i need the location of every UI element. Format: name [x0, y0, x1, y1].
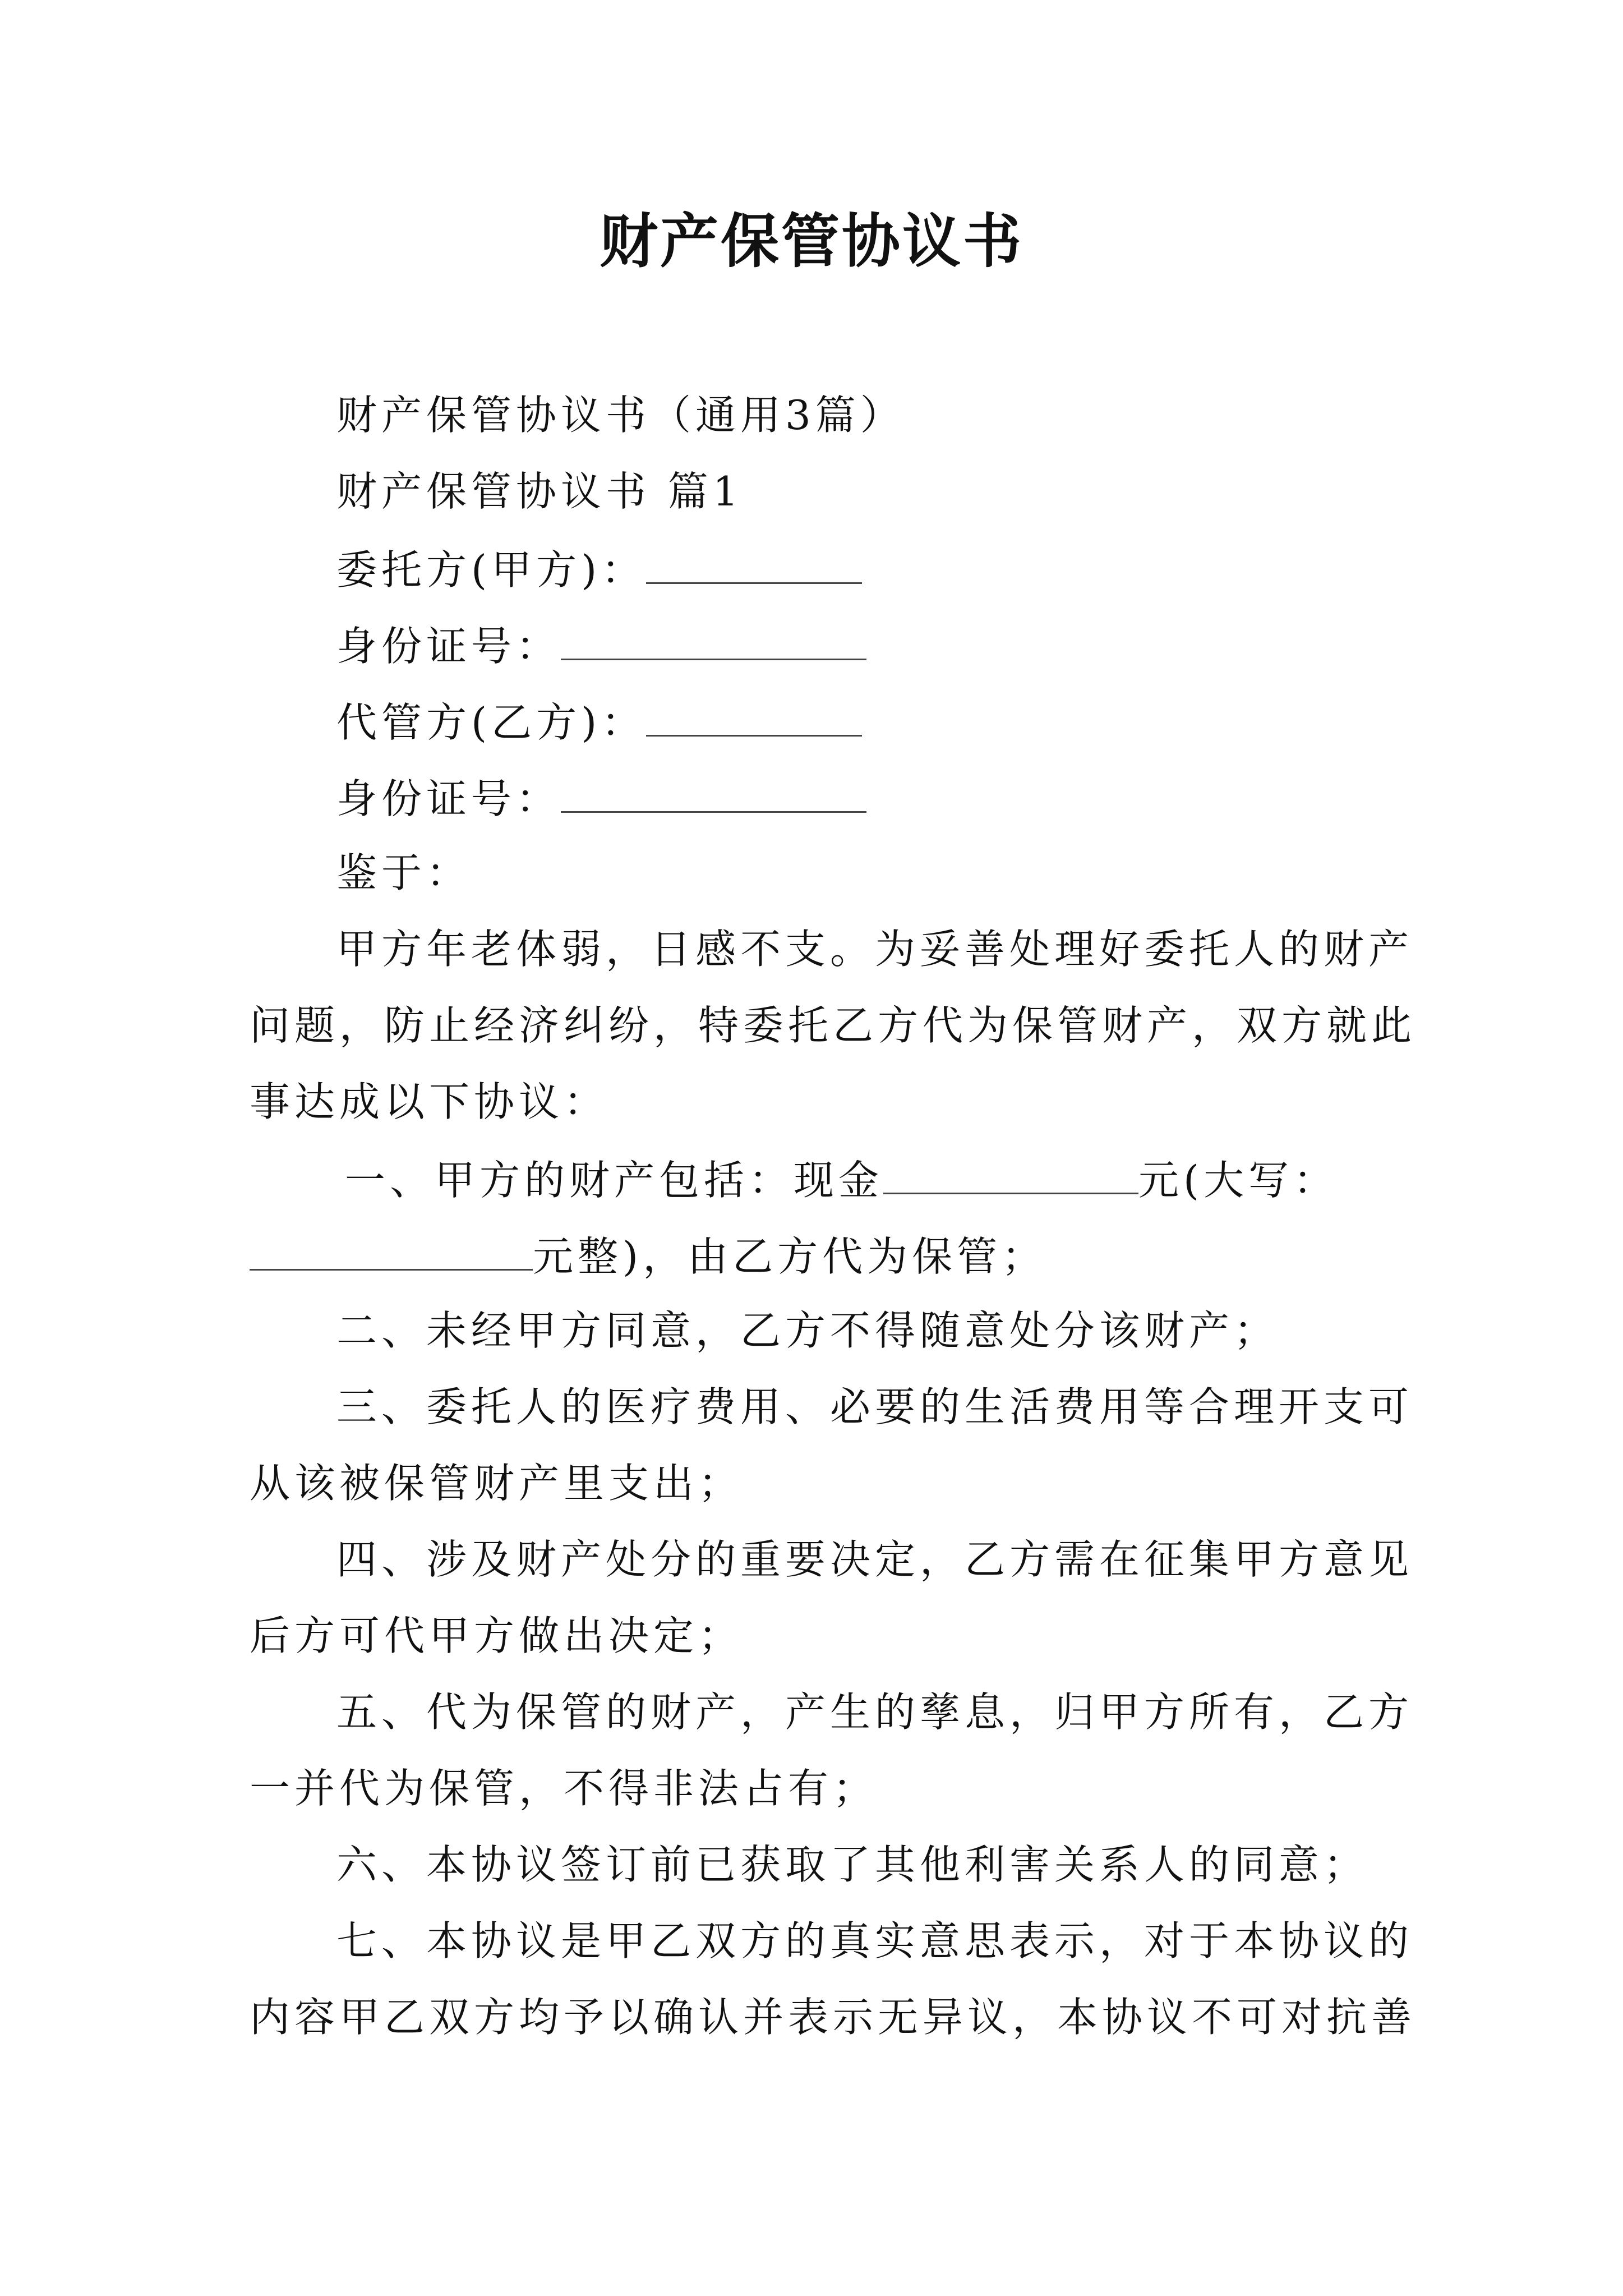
section-heading: 财产保管协议书 篇1 — [336, 468, 743, 515]
party-a-id-label: 身份证号： — [336, 623, 561, 670]
clause-1-part-1: 一、甲方的财产包括：现金 — [345, 1157, 884, 1204]
clause-4-line-2: 后方可代甲方做出决定； — [250, 1612, 744, 1659]
party-a-blank — [646, 540, 862, 584]
document-title: 财产保管协议书 — [599, 206, 1023, 275]
clause-2: 二、未经甲方同意，乙方不得随意处分该财产； — [336, 1307, 1279, 1354]
document-subtitle: 财产保管协议书（通用3篇） — [336, 392, 905, 439]
preamble-line-2: 问题，防止经济纠纷，特委托乙方代为保管财产，双方就此 — [250, 1002, 1417, 1049]
party-b-field — [336, 692, 862, 751]
clause-7-line-2: 内容甲乙双方均予以确认并表示无异议，本协议不可对抗善 — [250, 1994, 1417, 2041]
clause-6: 六、本协议签订前已获取了其他利害关系人的同意； — [336, 1841, 1369, 1888]
clause-4-line-1: 四、涉及财产处分的重要决定，乙方需在征集甲方意见 — [336, 1536, 1414, 1583]
whereas-label: 鉴于： — [336, 849, 472, 896]
party-b-id-label: 身份证号： — [336, 775, 561, 822]
party-a-id-field — [336, 616, 866, 674]
clause-1-line-2 — [250, 1226, 1046, 1285]
clause-1-line-1 — [345, 1150, 1338, 1208]
clause-5-line-2: 一并代为保管，不得非法占有； — [250, 1765, 878, 1812]
party-b-id-field — [336, 769, 866, 827]
clause-5-line-1: 五、代为保管的财产，产生的孳息，归甲方所有，乙方 — [336, 1688, 1414, 1736]
clause-1-part-2: 元(大写： — [1138, 1157, 1339, 1204]
cash-amount-blank — [883, 1150, 1138, 1194]
amount-in-words-blank — [250, 1226, 533, 1271]
clause-7-line-1: 七、本协议是甲乙双方的真实意思表示，对于本协议的 — [336, 1917, 1414, 1964]
party-a-label: 委托方(甲方)： — [336, 546, 647, 593]
preamble-line-1: 甲方年老体弱，日感不支。为妥善处理好委托人的财产 — [336, 926, 1414, 973]
party-a-id-blank — [561, 616, 866, 660]
party-b-id-blank — [561, 769, 866, 813]
clause-1-part-3: 元整)，由乙方代为保管； — [533, 1233, 1047, 1280]
clause-3-line-1: 三、委托人的医疗费用、必要的生活费用等合理开支可 — [336, 1383, 1414, 1430]
clause-3-line-2: 从该被保管财产里支出； — [250, 1460, 744, 1507]
party-a-field — [336, 540, 862, 598]
party-b-label: 代管方(乙方)： — [336, 699, 647, 746]
party-b-blank — [646, 692, 862, 737]
preamble-line-3: 事达成以下协议： — [250, 1078, 609, 1125]
